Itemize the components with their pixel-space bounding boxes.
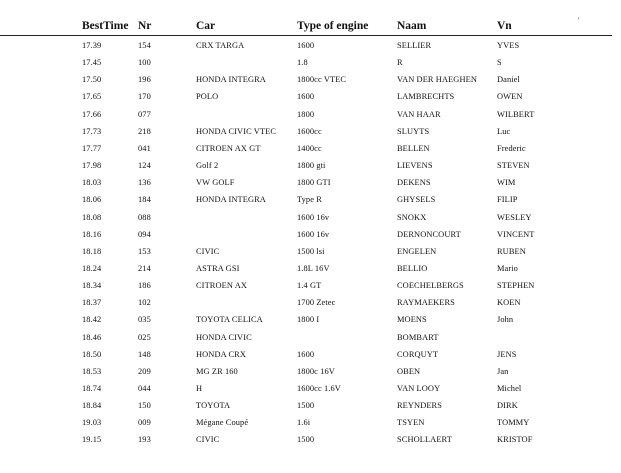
cell-nr: 153 [138,246,151,256]
cell-engine: 1600 [297,41,315,50]
table-row [0,74,621,91]
cell-besttime: 18.06 [82,195,102,205]
cell-vn: Frederic [497,143,526,153]
cell-naam: SELLIER [397,41,432,50]
cell-nr: 218 [138,126,151,136]
table-row [0,194,621,211]
table-row [0,143,621,160]
cell-engine: 1800 I [297,315,320,325]
cell-vn: KRISTOF [497,435,533,445]
cell-besttime: 17.73 [82,126,102,136]
cell-car: CIVIC [196,246,220,256]
table-row [0,109,621,126]
cell-car: CITROEN AX [196,281,248,291]
table-row [0,297,621,314]
table-row [0,57,621,74]
cell-vn: STEVEN [497,161,530,171]
cell-vn: FILIP [497,195,518,205]
header-nr: Nr [138,20,152,32]
header-divider [0,35,612,36]
cell-besttime: 18.08 [82,212,102,222]
table-row [0,280,621,297]
cell-car: CITROEN AX GT [196,143,261,153]
cell-car: VW GOLF [196,178,235,188]
cell-besttime: 18.24 [82,263,102,273]
cell-engine: 1.6i [297,418,311,428]
cell-vn: Daniel [497,75,520,85]
cell-naam: COECHELBERGS [397,281,464,291]
table-row [0,349,621,366]
cell-besttime: 19.03 [82,418,102,428]
cell-vn: Jan [497,366,509,376]
cell-naam: BOMBART [397,332,439,342]
cell-nr: 094 [138,229,151,239]
cell-besttime: 17.45 [82,58,102,68]
cell-engine: Type R [297,195,322,205]
cell-nr: 184 [138,195,151,205]
cell-besttime: 17.77 [82,143,102,153]
cell-vn: Luc [497,126,511,136]
cell-nr: 035 [138,315,151,325]
table-row [0,332,621,349]
cell-car: HONDA CIVIC [196,332,252,342]
table-row [0,229,621,246]
table-row [0,177,621,194]
cell-engine: 1700 Zetec [297,298,336,308]
cell-nr: 154 [138,41,151,50]
cell-nr: 170 [138,92,151,102]
cell-engine: 1800 [297,109,315,119]
cell-engine: 1.8L 16V [297,263,330,273]
cell-nr: 100 [138,58,151,68]
cell-nr: 186 [138,281,151,291]
table-row [0,263,621,280]
cell-naam: LIEVENS [397,161,433,171]
cell-engine: 1600 [297,349,315,359]
cell-car: TOYOTA [196,401,231,411]
cell-engine: 1500 [297,401,315,411]
cell-besttime: 18.50 [82,349,102,359]
cell-vn: YVES [497,41,520,50]
table-row [0,246,621,263]
header-naam: Naam [397,20,427,32]
cell-naam: CORQUYT [397,349,439,359]
cell-nr: 041 [138,143,151,153]
cell-nr: 025 [138,332,151,342]
cell-vn: DIRK [497,401,518,411]
cell-nr: 124 [138,161,151,171]
table-row [0,40,621,57]
cell-naam: VAN LOOY [397,384,441,393]
table-row [0,212,621,229]
cell-besttime: 17.66 [82,109,102,119]
cell-nr: 102 [138,298,151,308]
cell-nr: 196 [138,75,151,85]
cell-car: CRX TARGA [196,41,245,50]
cell-besttime: 18.03 [82,178,102,188]
cell-nr: 077 [138,109,151,119]
cell-engine: 1.4 GT [297,281,322,291]
table-header-row [0,18,621,36]
table-row [0,417,621,434]
cell-besttime: 18.53 [82,366,102,376]
cell-nr: 148 [138,349,151,359]
cell-car: ASTRA GSI [196,263,240,273]
cell-vn: OWEN [497,92,523,102]
table-row [0,126,621,143]
cell-engine: 1600 16v [297,229,330,239]
cell-besttime: 18.34 [82,281,102,291]
cell-car: HONDA INTEGRA [196,75,266,85]
cell-car: POLO [196,92,219,102]
cell-vn: VINCENT [497,229,535,239]
cell-engine: 1800 gti [297,161,326,171]
cell-engine: 1400cc [297,143,322,153]
header-engine: Type of engine [297,20,369,32]
cell-vn: WIM [497,178,516,188]
cell-naam: BELLIO [397,263,428,273]
cell-engine: 1800c 16V [297,366,335,376]
cell-vn: KOEN [497,298,521,308]
table-row [0,160,621,177]
cell-nr: 150 [138,401,151,411]
cell-engine: 1600 [297,92,315,102]
cell-besttime: 18.42 [82,315,102,325]
cell-vn: TOMMY [497,418,530,428]
cell-nr: 088 [138,212,151,222]
cell-besttime: 18.84 [82,401,102,411]
header-car: Car [196,20,216,32]
cell-engine: 1800 GTI [297,178,331,188]
cell-engine: 1.8 [297,58,308,68]
cell-nr: 044 [138,384,151,393]
cell-naam: R [397,58,403,68]
header-besttime: BestTime [82,20,129,32]
cell-nr: 214 [138,263,151,273]
cell-naam: RAYMAEKERS [397,298,455,308]
cell-car: Mégane Coupé [196,418,249,428]
cell-naam: DEKENS [397,178,431,188]
cell-car: HONDA CRX [196,349,246,359]
cell-besttime: 17.98 [82,161,102,171]
cell-engine: 1600cc 1.6V [297,384,341,393]
cell-engine: 1500 lsi [297,246,325,256]
cell-besttime: 18.74 [82,384,102,393]
cell-naam: GHYSELS [397,195,436,205]
cell-naam: OBEN [397,366,421,376]
cell-engine: 1800cc VTEC [297,75,347,85]
corner-mark: ' [578,16,580,25]
cell-nr: 136 [138,178,151,188]
cell-engine: 1600 16v [297,212,330,222]
cell-besttime: 19.15 [82,435,102,445]
cell-naam: DERNONCOURT [397,229,461,239]
cell-naam: SNOKX [397,212,427,222]
cell-engine: 1600cc [297,126,322,136]
cell-besttime: 18.16 [82,229,102,239]
cell-vn: WILBERT [497,109,535,119]
cell-vn: RUBEN [497,246,526,256]
cell-car: HONDA INTEGRA [196,195,266,205]
header-vn: Vn [497,20,512,32]
cell-vn: Michel [497,384,522,393]
cell-nr: 009 [138,418,151,428]
table-row [0,366,621,383]
cell-vn: STEPHEN [497,281,535,291]
table-row [0,91,621,108]
cell-car: CIVIC [196,435,220,445]
cell-besttime: 17.65 [82,92,102,102]
cell-naam: SCHOLLAERT [397,435,452,445]
cell-naam: MOENS [397,315,427,325]
cell-nr: 193 [138,435,151,445]
cell-vn: S [497,58,502,68]
table-row [0,434,621,451]
cell-naam: REYNDERS [397,401,443,411]
cell-vn: Mario [497,263,518,273]
cell-vn: JENS [497,349,517,359]
cell-besttime: 18.18 [82,246,102,256]
cell-naam: LAMBRECHTS [397,92,455,102]
cell-naam: BELLEN [397,143,430,153]
cell-besttime: 17.50 [82,75,102,85]
cell-naam: SLUYTS [397,126,430,136]
cell-vn: WESLEY [497,212,532,222]
cell-besttime: 18.37 [82,298,102,308]
cell-naam: VAN DER HAEGHEN [397,75,477,85]
cell-naam: TSYEN [397,418,425,428]
cell-car: H [196,384,203,393]
cell-car: HONDA CIVIC VTEC [196,126,277,136]
cell-vn: John [497,315,514,325]
cell-car: Golf 2 [196,161,219,171]
cell-car: MG ZR 160 [196,366,238,376]
cell-nr: 209 [138,366,151,376]
cell-besttime: 18.46 [82,332,102,342]
cell-engine: 1500 [297,435,315,445]
table-row [0,400,621,417]
cell-car: TOYOTA CELICA [196,315,263,325]
cell-naam: VAN HAAR [397,109,441,119]
cell-besttime: 17.39 [82,41,102,50]
table-row [0,314,621,331]
table-row [0,383,621,400]
cell-naam: ENGELEN [397,246,437,256]
